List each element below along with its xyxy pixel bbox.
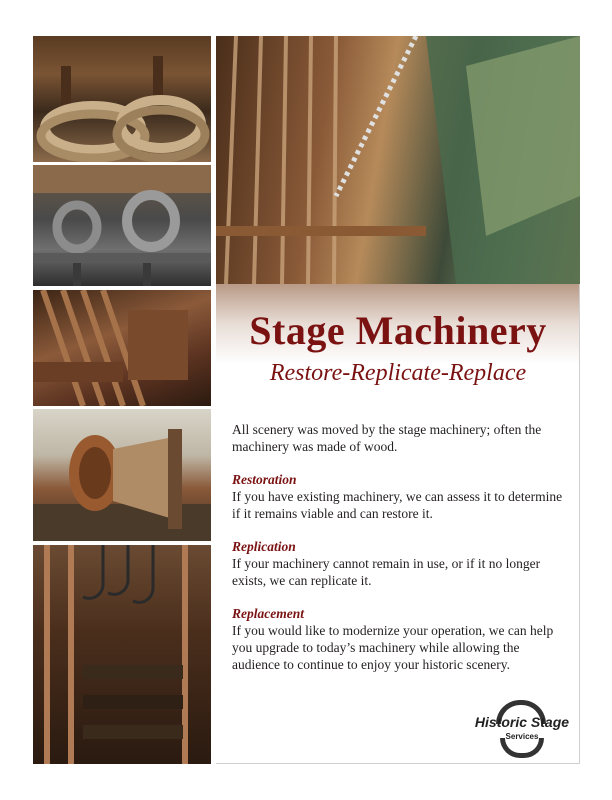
- section-text: If you have existing machinery, we can assess it to determine if it remains viable and can restore it.: [232, 489, 563, 521]
- logo-arc-bottom: [500, 738, 544, 758]
- page-title: Stage Machinery: [249, 308, 547, 353]
- intro-paragraph: All scenery was moved by the stage machinery; often the machinery was made of wood.: [232, 422, 542, 454]
- photo-battens: [33, 290, 211, 406]
- battens-illustration: [33, 290, 211, 406]
- section-heading: Replacement: [232, 606, 304, 621]
- section-heading: Restoration: [232, 472, 297, 487]
- rope-lines-illustration: [33, 545, 211, 764]
- logo-tagline: Services: [505, 732, 539, 741]
- section-replication: [232, 538, 570, 589]
- shackles-illustration: [33, 165, 211, 286]
- section-text: If you would like to modernize your operation, we can help you upgrade to today’s machinery while allowing the audience to continue to enjoy your historic scenery.: [232, 623, 554, 672]
- photo-winch: [33, 409, 211, 541]
- body-text: [232, 421, 570, 689]
- section-text: If your machinery cannot remain in use, or if it no longer exists, we can replicate it.: [232, 556, 541, 588]
- section-restoration: [232, 471, 570, 522]
- logo-name: Historic Stage: [474, 714, 570, 730]
- photo-scenery-drops: [216, 36, 580, 284]
- photo-rope-lines: [33, 545, 211, 764]
- company-logo: [472, 700, 572, 760]
- section-heading: Replication: [232, 539, 296, 554]
- page-subtitle: Restore-Replicate-Replace: [269, 360, 527, 386]
- photo-shackles: [33, 165, 211, 286]
- section-replacement: [232, 605, 570, 673]
- ropes-illustration: [33, 36, 211, 162]
- photo-ropes: [33, 36, 211, 162]
- winch-illustration: [33, 409, 211, 541]
- scenery-drops-illustration: [216, 36, 580, 284]
